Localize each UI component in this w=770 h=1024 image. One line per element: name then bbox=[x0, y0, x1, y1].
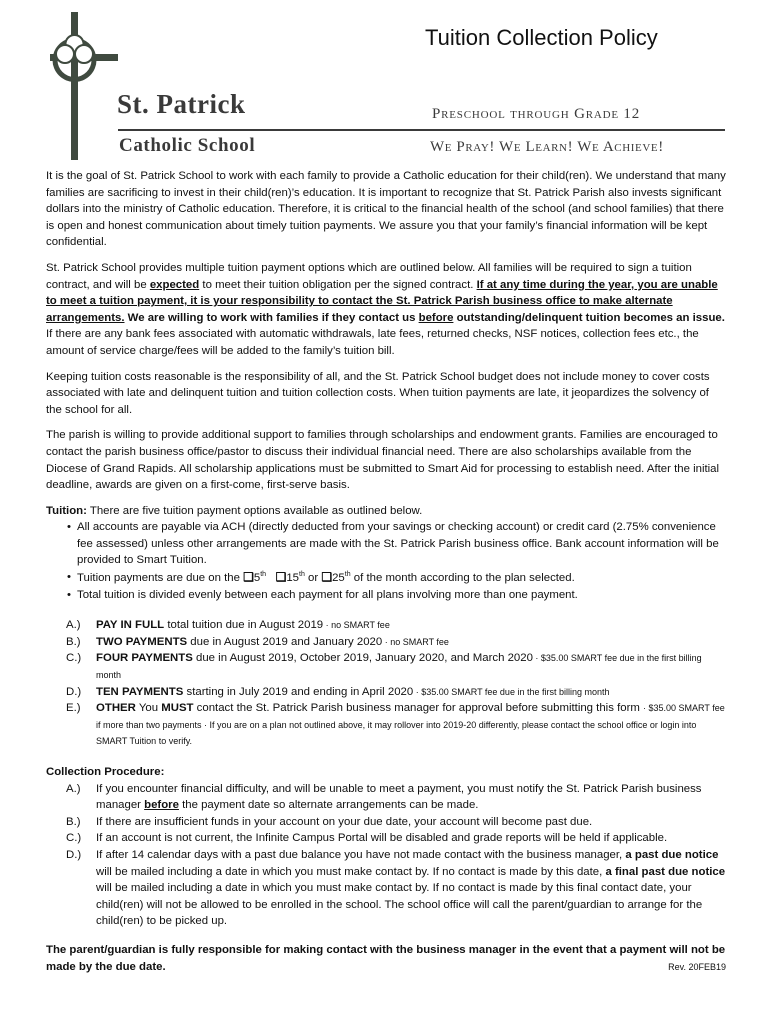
list-item: • Tuition payments are due on the ❑5th ❑15th or ❑25th of the month according to the plan selected. bbox=[77, 569, 726, 587]
intro-paragraph: It is the goal of St. Patrick School to work with each family to provide a Catholic education for their child(ren). We understand that many families are sacrificing to invest in their child(ren)’s education. It is important to recognize that St. Patrick Parish also invests significant dollars into the ministry of Catholic education. Therefore, it is critical to the financial health of the school (and school families) that there is open and honest communication about timely tuition payments. We assure you that your family’s financial information will be kept confidential. bbox=[46, 170, 726, 249]
revision-date: Rev. 20FEB19 bbox=[668, 961, 726, 972]
school-motto: We Pray! We Learn! We Achieve! bbox=[430, 139, 664, 155]
cross-shamrock-logo bbox=[50, 8, 130, 160]
tuition-section: Tuition: There are five tuition payment options available as outlined below. • All accounts are payable via ACH (directly deducted from your savings or checking account) or credit card (2.75% convenience fee assessed) unless other arrangements are made with the St. Patrick Parish business office. Bank account information will be provided to Smart Tuition. • Tuition payments are due on the ❑5th ❑15th or ❑25th of the month according to the plan selected. • Total tuition is divided evenly between each payment for all plans involving more than one payment. bbox=[46, 503, 726, 604]
checkbox-25th[interactable]: ❑ bbox=[321, 570, 333, 585]
school-name-line2: Catholic School bbox=[119, 135, 256, 156]
collection-section bbox=[46, 764, 726, 930]
school-name-line1: St. Patrick bbox=[117, 89, 246, 119]
scholarship-paragraph: The parish is willing to provide additional support to families through scholarships and endowment grants. Families are encouraged to contact the parish business office/pastor to discuss their individual financial need. There are also scholarships available from the Diocese of Grand Rapids. All scholarship applications must be submitted to Smart Aid for processing to establish need. After the initial deadline, awards are given on a first-come, first-serve basis. bbox=[46, 429, 720, 492]
header-divider bbox=[118, 129, 725, 131]
tuition-label: Tuition: bbox=[46, 504, 87, 517]
plan-item-two-payments: B.) TWO PAYMENTS due in August 2019 and January 2020 · no SMART fee bbox=[66, 635, 449, 648]
payment-options-paragraph: St. Patrick School provides multiple tuition payment options which are outlined below. All families will be required to sign a tuition contract, and will be expected to meet their tuition obligation per the signed contract. If at any time during the year, you are unable to meet a tuition payment, it is your responsibility to contact the St. Patrick Parish business office to make alternate arrangements. We are willing to work with families if they contact us before outstanding/delinquent tuition becomes an issue. If there are any bank fees associated with automatic withdrawals, late fees, returned checks, NSF notices, collection fees etc., the amount of service charge/fees will be added to the family’s tuition bill. bbox=[46, 261, 725, 357]
list-item: • All accounts are payable via ACH (directly deducted from your savings or checking account) or credit card (2.75% convenience fee assessed) unless other arrangements are made with the St. Patrick Parish business office. Bank account information will be provided to Smart Tuition. bbox=[77, 519, 726, 569]
collection-steps bbox=[46, 781, 726, 930]
collection-heading: Collection Procedure: bbox=[46, 766, 165, 778]
plan-item-four-payments: C.) FOUR PAYMENTS due in August 2019, October 2019, January 2020, and March 2020 · $35.00 SMART fee due in the first billing month bbox=[66, 652, 702, 681]
plan-item-ten-payments: D.) TEN PAYMENTS starting in July 2019 and ending in April 2020 · $35.00 SMART fee due in the first billing month bbox=[66, 685, 610, 698]
responsibility-statement: If at any time during the year, you are unable to meet a tuition payment, it is your responsibility to contact the St. Patrick Parish business office to make alternate arrangements. bbox=[46, 278, 718, 324]
checkbox-15th[interactable]: ❑ bbox=[275, 570, 287, 585]
plan-item-pay-in-full: A.) PAY IN FULL total tuition due in August 2019 · no SMART fee bbox=[66, 619, 390, 632]
document-title: Tuition Collection Policy bbox=[425, 25, 658, 50]
list-item: B.) If there are insufficient funds in your account on your due date, your account will become past due. bbox=[66, 815, 593, 828]
policy-body bbox=[46, 168, 726, 975]
plan-item-other: E.) OTHER You MUST contact the St. Patrick Parish business manager for approval before submitting this form · $35.00 SMART fee if more than two payments · If you are on a plan not outlined above, it may rollover into 2019-20 differently, please contact the school office or login into SMART Tuition to verify. bbox=[66, 702, 725, 747]
list-item: C.) If an account is not current, the Infinite Campus Portal will be disabled and grade reports will be held if applicable. bbox=[66, 832, 668, 845]
list-item: A.) If you encounter financial difficulty, and will be unable to meet a payment, you must notify the St. Patrick Parish business manager before the payment date so alternate arrangements can be made. bbox=[66, 782, 702, 812]
tuition-bullets bbox=[46, 519, 726, 603]
list-item: • Total tuition is divided evenly between each payment for all plans involving more than one payment. bbox=[77, 587, 726, 604]
list-item: D.) If after 14 calendar days with a past due balance you have not made contact with the business manager, a past due notice will be mailed including a date in which you must make contact by. If no contact is made by this date, a final past due notice will be mailed including a date in which you must make contact by. If no contact is made by this final contact date, your child(ren) will not be allowed to be enrolled in the school. The school office will call the parent/guardian to arrange for the child(ren) to be picked up. bbox=[66, 848, 726, 928]
grade-range: Preschool through Grade 12 bbox=[432, 106, 641, 122]
closing-statement: The parent/guardian is fully responsible for making contact with the business manager in the event that a payment will not be made by the due date. Rev. 20FEB19 bbox=[46, 942, 726, 975]
costs-paragraph: Keeping tuition costs reasonable is the responsibility of all, and the St. Patrick School budget does not include money to cover costs associated with late and delinquent tuition and tuition collection costs. When tuition payments are late, it jeopardizes the solvency of the school for all. bbox=[46, 370, 710, 416]
payment-plans-list bbox=[46, 617, 726, 750]
checkbox-5th[interactable]: ❑ bbox=[243, 570, 254, 585]
